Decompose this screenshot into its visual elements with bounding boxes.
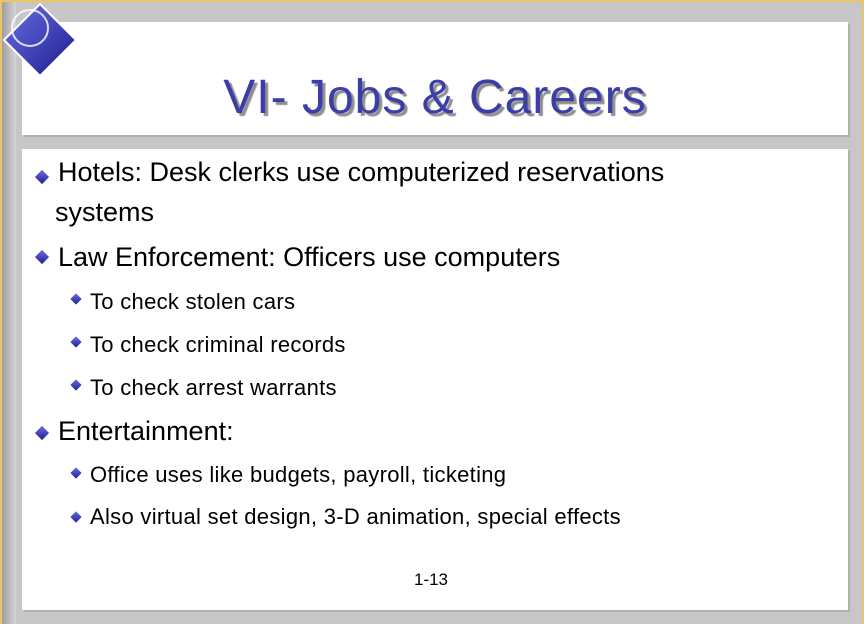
diamond-bullet-icon [70,379,81,390]
diamond-bullet-icon [70,293,81,304]
sub-bullet-item: To check criminal records [90,332,346,357]
slide-title: VI- Jobs & Careers [223,71,647,124]
diamond-bullet-icon [70,511,81,522]
diamond-bullet-icon [35,170,49,184]
sub-bullet-item: To check stolen cars [90,289,296,314]
bullet-item: Law Enforcement: Officers use computers [58,242,561,272]
sub-bullet-item: To check arrest warrants [90,375,337,400]
sub-bullet-item: Office uses like budgets, payroll, ticketing [90,462,507,487]
bullet-item: Entertainment: [58,416,234,446]
diamond-bullet-icon [70,336,81,347]
bullet-item: Hotels: Desk clerks use computerized reservations [58,157,665,187]
left-decorative-strip [0,2,16,624]
diamond-logo-icon [0,2,80,82]
content-panel [22,149,848,610]
title-panel [22,22,848,135]
slide-number: 1-13 [413,570,449,589]
diamond-bullet-icon [70,467,81,478]
diamond-bullet-icon [35,426,49,440]
bullet-item-continuation: systems [55,197,155,227]
diamond-bullet-icon [35,250,49,264]
sub-bullet-item: Also virtual set design, 3-D animation, special effects [90,504,621,529]
